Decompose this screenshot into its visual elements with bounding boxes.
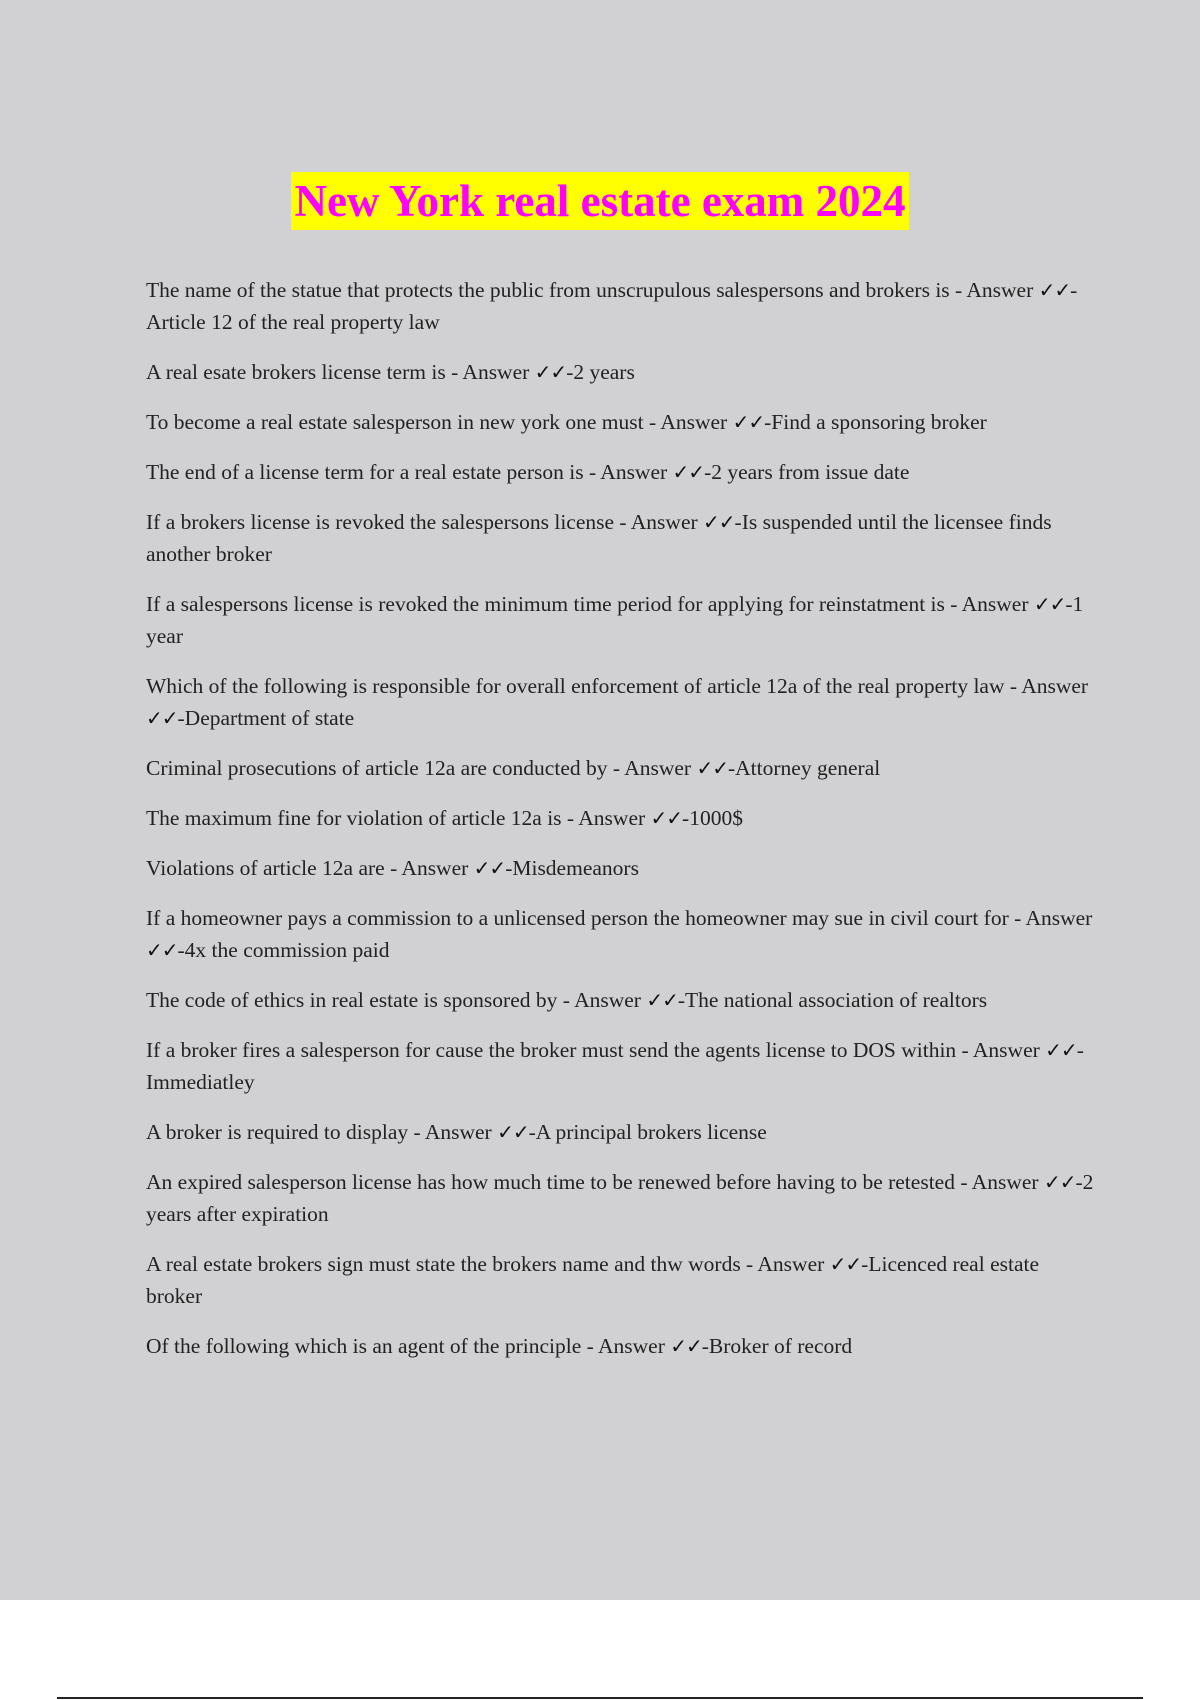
answer-text: -Department of state	[177, 706, 355, 730]
qa-item	[146, 1116, 1096, 1148]
qa-item	[146, 852, 1096, 884]
question-text: Criminal prosecutions of article 12a are conducted by - Answer	[146, 756, 697, 780]
answer-text: -4x the commission paid	[177, 938, 390, 962]
qa-item	[146, 456, 1096, 488]
double-check-icon: ✓✓	[1043, 1170, 1076, 1194]
question-text: Which of the following is responsible for overall enforcement of article 12a of the real property law - Answer	[146, 674, 1089, 698]
qa-item	[146, 588, 1096, 652]
answer-text: -2 years after expiration	[146, 1170, 1094, 1226]
answer-text: -1000$	[682, 806, 743, 830]
question-text: To become a real estate salesperson in new york one must - Answer	[146, 410, 733, 434]
double-check-icon: ✓✓	[670, 1334, 702, 1358]
question-text: A broker is required to display - Answer	[146, 1120, 498, 1144]
answer-text: -The national association of realtors	[677, 988, 988, 1012]
answer-text: -1 year	[146, 592, 1084, 648]
double-check-icon: ✓✓	[650, 806, 683, 830]
answer-text: -Article 12 of the real property law	[146, 278, 1078, 334]
double-check-icon: ✓✓	[146, 706, 178, 730]
double-check-icon: ✓✓	[732, 410, 765, 434]
double-check-icon: ✓✓	[829, 1252, 862, 1276]
qa-item	[146, 984, 1096, 1016]
double-check-icon: ✓✓	[672, 460, 705, 484]
answer-text: -2 years	[566, 360, 635, 384]
answer-text: -Broker of record	[701, 1334, 853, 1358]
double-check-icon: ✓✓	[1033, 592, 1066, 616]
answer-text: -Misdemeanors	[505, 856, 639, 880]
page-title: New York real estate exam 2024	[291, 172, 908, 230]
qa-item	[146, 274, 1096, 338]
qa-list	[146, 274, 1096, 1380]
double-check-icon: ✓✓	[497, 1120, 529, 1144]
double-check-icon: ✓✓	[473, 856, 506, 880]
question-text: The end of a license term for a real estate person is - Answer	[146, 460, 673, 484]
double-check-icon: ✓✓	[146, 938, 178, 962]
double-check-icon: ✓✓	[534, 360, 567, 384]
question-text: If a salespersons license is revoked the minimum time period for applying for reinstatment is - Answer	[146, 592, 1034, 616]
qa-item	[146, 752, 1096, 784]
question-text: A real esate brokers license term is - Answer	[146, 360, 535, 384]
qa-item	[146, 406, 1096, 438]
qa-item	[146, 1330, 1096, 1362]
question-text: The maximum fine for violation of article 12a is - Answer	[146, 806, 651, 830]
qa-item	[146, 1034, 1096, 1098]
answer-text: -Immediatley	[146, 1038, 1084, 1094]
double-check-icon: ✓✓	[696, 756, 728, 780]
question-text: The name of the statue that protects the public from unscrupulous salespersons and brokers is - Answer	[146, 278, 1039, 302]
answer-text: -Attorney general	[727, 756, 881, 780]
question-text: If a broker fires a salesperson for cause the broker must send the agents license to DOS within - Answer	[146, 1038, 1046, 1062]
qa-item	[146, 1166, 1096, 1230]
double-check-icon: ✓✓	[1045, 1038, 1077, 1062]
double-check-icon: ✓✓	[1038, 278, 1071, 302]
answer-text: -2 years from issue date	[704, 460, 910, 484]
question-text: An expired salesperson license has how much time to be renewed before having to be retested - Answer	[146, 1170, 1044, 1194]
double-check-icon: ✓✓	[646, 988, 678, 1012]
question-text: If a homeowner pays a commission to a unlicensed person the homeowner may sue in civil court for - Answer	[146, 906, 1093, 930]
qa-item	[146, 902, 1096, 966]
title-wrap	[0, 172, 1200, 230]
question-text: If a brokers license is revoked the salespersons license - Answer	[146, 510, 704, 534]
footer-divider	[57, 1697, 1143, 1699]
qa-item	[146, 506, 1096, 570]
question-text: A real estate brokers sign must state the brokers name and thw words - Answer	[146, 1252, 830, 1276]
qa-item	[146, 1248, 1096, 1312]
qa-item	[146, 670, 1096, 734]
answer-text: -Is suspended until the licensee finds another broker	[146, 510, 1052, 566]
qa-item	[146, 802, 1096, 834]
answer-text: -A principal brokers license	[528, 1120, 767, 1144]
question-text: The code of ethics in real estate is sponsored by - Answer	[146, 988, 647, 1012]
answer-text: -Find a sponsoring broker	[764, 410, 987, 434]
question-text: Violations of article 12a are - Answer	[146, 856, 474, 880]
question-text: Of the following which is an agent of the principle - Answer	[146, 1334, 671, 1358]
answer-text: -Licenced real estate broker	[146, 1252, 1040, 1308]
double-check-icon: ✓✓	[703, 510, 735, 534]
qa-item	[146, 356, 1096, 388]
